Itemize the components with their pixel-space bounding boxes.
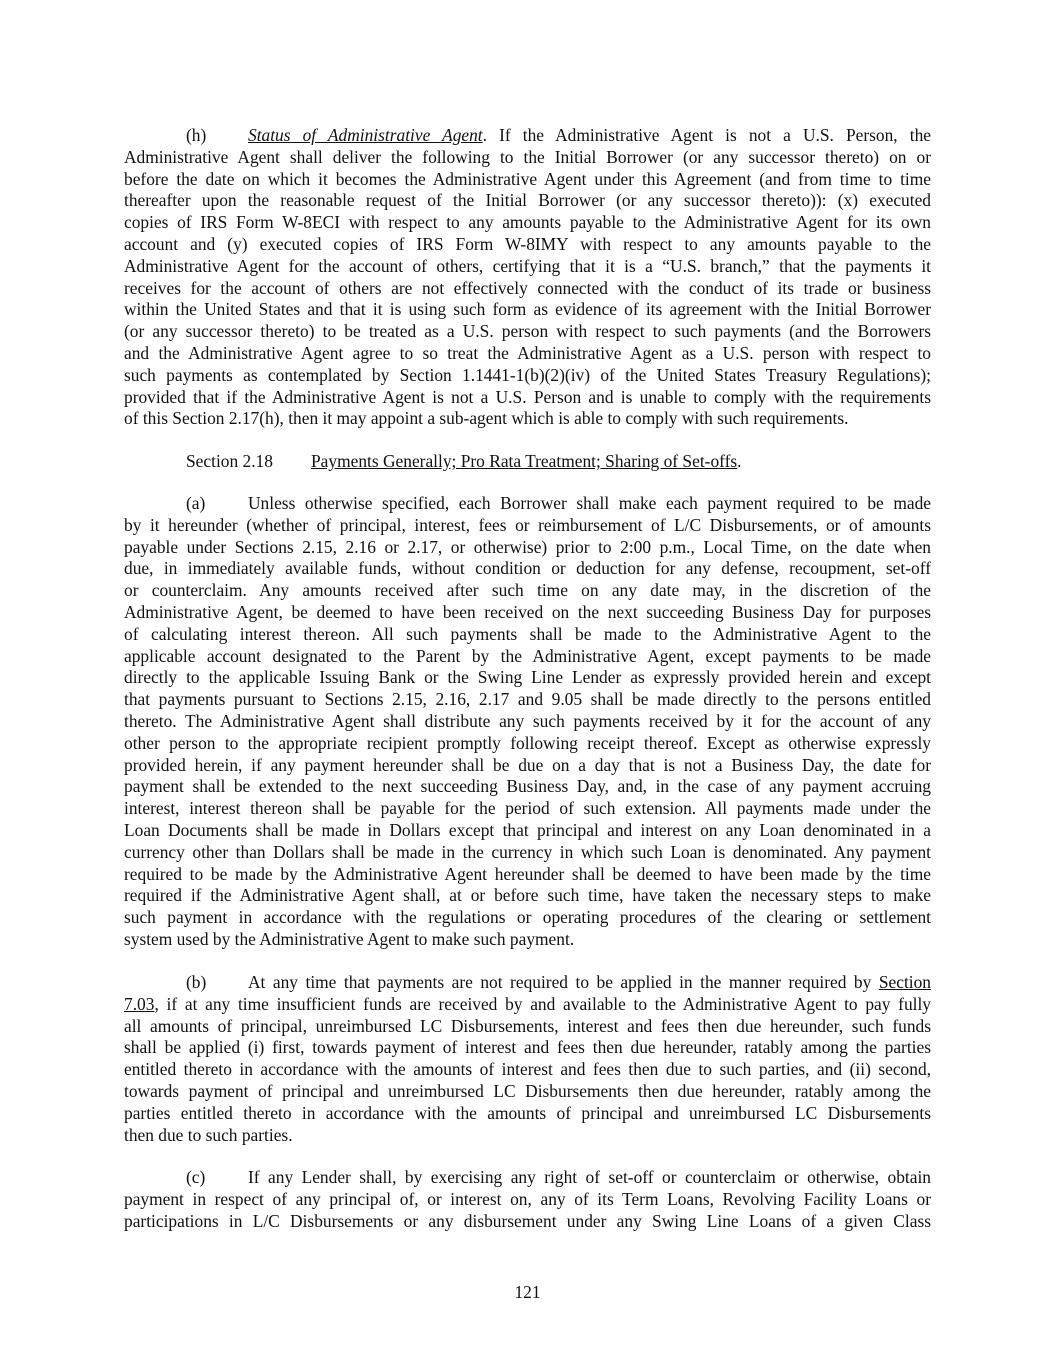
text-line: Administrative Agent, be deemed to have been received on the next succeeding Business Day for purposes bbox=[124, 601, 931, 622]
text-line: such payment in accordance with the regulations or operating procedures of the clearing or settlement bbox=[124, 907, 931, 928]
text-line: provided herein, if any payment hereunder shall be due on a day that is not a Business Day, the date for bbox=[124, 754, 931, 775]
text-line bbox=[124, 493, 931, 515]
text-segment: If any Lender shall, by exercising any right of set-off or counterclaim or otherwise, obtain bbox=[248, 1167, 931, 1187]
text-line: all amounts of principal, unreimbursed LC Disbursements, interest and fees then due hereunder, such funds bbox=[124, 1015, 931, 1036]
page-number: 121 bbox=[514, 1282, 541, 1302]
text-line: before the date on which it becomes the Administrative Agent under this Agreement (and from time to time bbox=[124, 168, 931, 189]
paragraph-label: (c) bbox=[186, 1167, 206, 1187]
text-line: interest, interest thereon shall be payable for the period of such extension. All payments made under the bbox=[124, 798, 931, 819]
text-segment: . If the Administrative Agent is not a U.S. Person, the bbox=[482, 125, 931, 145]
underlined-reference: 7.03 bbox=[124, 993, 155, 1014]
text-line bbox=[124, 972, 931, 994]
text-line: other person to the appropriate recipient promptly following receipt thereof. Except as otherwise expressly bbox=[124, 732, 931, 753]
paragraph-a bbox=[124, 493, 931, 951]
text-line: Administrative Agent shall deliver the following to the Initial Borrower (or any successor thereto) on or bbox=[124, 146, 931, 167]
text-line: such payments as contemplated by Section 1.1441-1(b)(2)(iv) of the United States Treasury Regulations); bbox=[124, 364, 931, 385]
text-line: of calculating interest thereon. All such payments shall be made to the Administrative Agent to the bbox=[124, 623, 931, 644]
text-line: payable under Sections 2.15, 2.16 or 2.17, or otherwise) prior to 2:00 p.m., Local Time, on the date when bbox=[124, 536, 931, 557]
text-segment: , if at any time insufficient funds are received by and available to the Administrative Agent to pay fully bbox=[154, 993, 931, 1014]
paragraph-c bbox=[124, 1167, 931, 1232]
text-line: required if the Administrative Agent shall, at or before such time, have taken the necessary steps to make bbox=[124, 885, 931, 906]
section-title: Payments Generally; Pro Rata Treatment; Sharing of Set-offs bbox=[311, 451, 738, 471]
section-heading bbox=[186, 451, 742, 473]
underlined-reference: Status of Administrative Agent bbox=[248, 125, 483, 145]
underlined-reference: Section bbox=[878, 972, 931, 992]
text-line: parties entitled thereto in accordance with the amounts of principal and unreimbursed LC Disbursements bbox=[124, 1102, 931, 1123]
text-line: receives for the account of others are not effectively connected with the conduct of its trade or business bbox=[124, 277, 931, 298]
paragraph-h bbox=[124, 125, 931, 430]
text-line: of this Section 2.17(h), then it may appoint a sub-agent which is able to comply with such requirements. bbox=[124, 408, 849, 429]
text-line: system used by the Administrative Agent to make such payment. bbox=[124, 928, 575, 949]
text-line: Loan Documents shall be made in Dollars except that principal and interest on any Loan denominated in a bbox=[124, 819, 931, 840]
text-segment: Unless otherwise specified, each Borrower shall make each payment required to be made bbox=[248, 493, 931, 513]
text-line: applicable account designated to the Parent by the Administrative Agent, except payments to be made bbox=[124, 645, 931, 666]
text-line: directly to the applicable Issuing Bank or the Swing Line Lender as expressly provided herein and except bbox=[124, 667, 931, 688]
text-line: and the Administrative Agent agree to so treat the Administrative Agent as a U.S. person with respect to bbox=[124, 342, 931, 363]
text-line bbox=[124, 994, 931, 1016]
text-line bbox=[124, 1167, 931, 1189]
text-line: entitled thereto in accordance with the amounts of interest and fees then due to such parties, and (ii) second, bbox=[124, 1059, 931, 1080]
section-number: Section 2.18 bbox=[186, 451, 273, 471]
text-line: within the United States and that it is using such form as evidence of its agreement with the Initial Borrower bbox=[124, 299, 931, 320]
text-line: participations in L/C Disbursements or any disbursement under any Swing Line Loans of a given Class bbox=[124, 1210, 931, 1231]
section-title-period: . bbox=[737, 451, 742, 471]
text-line: required to be made by the Administrative Agent hereunder shall be deemed to have been made by the time bbox=[124, 863, 931, 884]
text-line: thereafter upon the reasonable request of the Initial Borrower (or any successor thereto)): (x) executed bbox=[124, 190, 931, 211]
text-line: provided that if the Administrative Agent is not a U.S. Person and is unable to comply with the requirements bbox=[124, 386, 931, 407]
paragraph-label: (b) bbox=[186, 972, 207, 992]
text-line: payment in respect of any principal of, or interest on, any of its Term Loans, Revolving Facility Loans or bbox=[124, 1188, 931, 1209]
text-line: thereto. The Administrative Agent shall distribute any such payments received by it for the account of any bbox=[124, 710, 931, 731]
text-line: shall be applied (i) first, towards payment of interest and fees then due hereunder, ratably among the parties bbox=[124, 1037, 931, 1058]
text-line: currency other than Dollars shall be made in the currency in which such Loan is denominated. Any payment bbox=[124, 841, 931, 862]
text-line: due, in immediately available funds, without condition or deduction for any defense, recoupment, set-off bbox=[124, 558, 931, 579]
paragraph-label: (a) bbox=[186, 493, 206, 513]
text-segment: At any time that payments are not required to be applied in the manner required by bbox=[248, 972, 879, 992]
text-line: towards payment of principal and unreimbursed LC Disbursements then due hereunder, ratably among the bbox=[124, 1080, 931, 1101]
paragraph-label: (h) bbox=[186, 125, 207, 145]
paragraph-b bbox=[124, 972, 931, 1146]
text-line: or counterclaim. Any amounts received after such time on any date may, in the discretion of the bbox=[124, 580, 931, 601]
text-line: account and (y) executed copies of IRS Form W-8IMY with respect to any amounts payable to the bbox=[124, 233, 931, 254]
text-line: copies of IRS Form W-8ECI with respect to any amounts payable to the Administrative Agent for its own bbox=[124, 212, 931, 233]
text-line: Administrative Agent for the account of others, certifying that it is a “U.S. branch,” that the payments it bbox=[124, 255, 931, 276]
text-line: that payments pursuant to Sections 2.15, 2.16, 2.17 and 9.05 shall be made directly to the persons entitled bbox=[124, 689, 931, 710]
text-line: payment shall be extended to the next succeeding Business Day, and, in the case of any payment accruing bbox=[124, 776, 931, 797]
text-line: then due to such parties. bbox=[124, 1124, 293, 1145]
text-line: (or any successor thereto) to be treated as a U.S. person with respect to such payments (and the Borrowers bbox=[124, 321, 931, 342]
text-line: by it hereunder (whether of principal, interest, fees or reimbursement of L/C Disbursements, or of amounts bbox=[124, 514, 931, 535]
text-line bbox=[124, 125, 931, 147]
